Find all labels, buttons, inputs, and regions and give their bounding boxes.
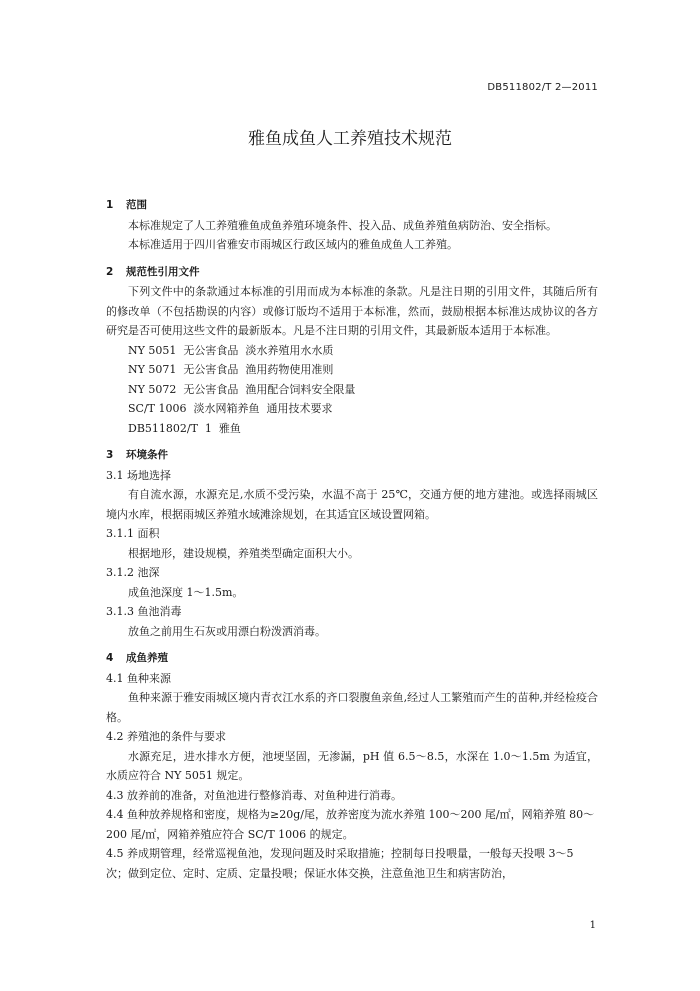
section-1-heading <box>106 196 598 216</box>
section-number: 1 <box>106 199 114 211</box>
section-2-heading <box>106 263 598 283</box>
clause-heading: 4.2 养殖池的条件与要求 <box>106 730 226 743</box>
page-title: 雅鱼成鱼人工养殖技术规范 <box>248 129 452 149</box>
section-number: 4 <box>106 652 114 664</box>
clause-text: 4.4 鱼种放养规格和密度，规格为≥20g/尾，放养密度为流水养殖 100～200 尾/㎡，网箱养殖 80～200 尾/㎡，网箱养殖应符合 SC/T 1006 的规定。 <box>106 808 595 841</box>
clause-text: 4.3 放养前的准备，对鱼池进行整修消毒、对鱼种进行消毒。 <box>106 788 402 802</box>
page-number: 1 <box>589 920 596 931</box>
section-title: 成鱼养殖 <box>126 652 168 664</box>
paragraph: 鱼种来源于雅安雨城区境内青衣江水系的齐口裂腹鱼亲鱼,经过人工繁殖而产生的苗种,并经检疫合格。 <box>106 691 598 724</box>
clause-heading: 3.1.1 面积 <box>106 527 160 540</box>
paragraph: 下列文件中的条款通过本标准的引用而成为本标准的条款。凡是注日期的引用文件，其随后所有的修改单（不包括勘误的内容）或修订版均不适用于本标准，然而，鼓励根据本标准达成协议的各方研究是否可使用这些文件的最新版本。凡是不注日期的引用文件，其最新版本适用于本标准。 <box>106 285 598 337</box>
paragraph: 成鱼池深度 1～1.5m。 <box>128 585 244 599</box>
section-title: 范围 <box>126 199 147 211</box>
reference-item: NY 5072 无公害食品 渔用配合饲料安全限量 <box>128 382 356 396</box>
document-body <box>106 196 598 883</box>
clause-heading: 3.1.2 池深 <box>106 566 160 579</box>
paragraph: 根据地形，建设规模，养殖类型确定面积大小。 <box>128 546 359 560</box>
reference-item: NY 5051 无公害食品 淡水养殖用水水质 <box>128 343 334 357</box>
clause-text: 4.5 养成期管理，经常巡视鱼池，发现问题及时采取措施；控制每日投喂量，一般每天投喂 3～5 次；做到定位、定时、定质、定量投喂；保证水体交换，注意鱼池卫生和病害防治， <box>106 847 574 880</box>
section-4-heading <box>106 649 598 669</box>
paragraph: 放鱼之前用生石灰或用漂白粉泼洒消毒。 <box>128 624 326 638</box>
clause-heading: 3.1 场地选择 <box>106 468 171 482</box>
document-number: DB511802/T 2—2011 <box>487 82 598 93</box>
section-title: 规范性引用文件 <box>126 265 200 278</box>
reference-item: NY 5071 无公害食品 渔用药物使用准则 <box>128 363 334 376</box>
reference-item: SC/T 1006 淡水网箱养鱼 通用技术要求 <box>128 402 333 415</box>
section-number: 2 <box>106 265 114 278</box>
section-title: 环境条件 <box>126 449 168 461</box>
section-3-heading <box>106 446 598 466</box>
reference-item: DB511802/T 1 雅鱼 <box>128 421 241 435</box>
paragraph: 水源充足，进水排水方便，池埂坚固，无渗漏，pH 值 6.5～8.5，水深在 1.0～1.5m 为适宜，水质应符合 NY 5051 规定。 <box>106 749 598 782</box>
paragraph: 有自流水源，水源充足,水质不受污染，水温不高于 25℃，交通方便的地方建池。或选择雨城区境内水库，根据雨城区养殖水域滩涂规划，在其适宜区域设置网箱。 <box>106 488 598 521</box>
section-number: 3 <box>106 449 114 461</box>
paragraph: 本标准规定了人工养殖雅鱼成鱼养殖环境条件、投入品、成鱼养殖鱼病防治、安全指标。 <box>128 218 557 232</box>
clause-heading: 3.1.3 鱼池消毒 <box>106 605 182 618</box>
clause-heading: 4.1 鱼种来源 <box>106 671 171 685</box>
paragraph: 本标准适用于四川省雅安市雨城区行政区域内的雅鱼成鱼人工养殖。 <box>128 238 458 251</box>
